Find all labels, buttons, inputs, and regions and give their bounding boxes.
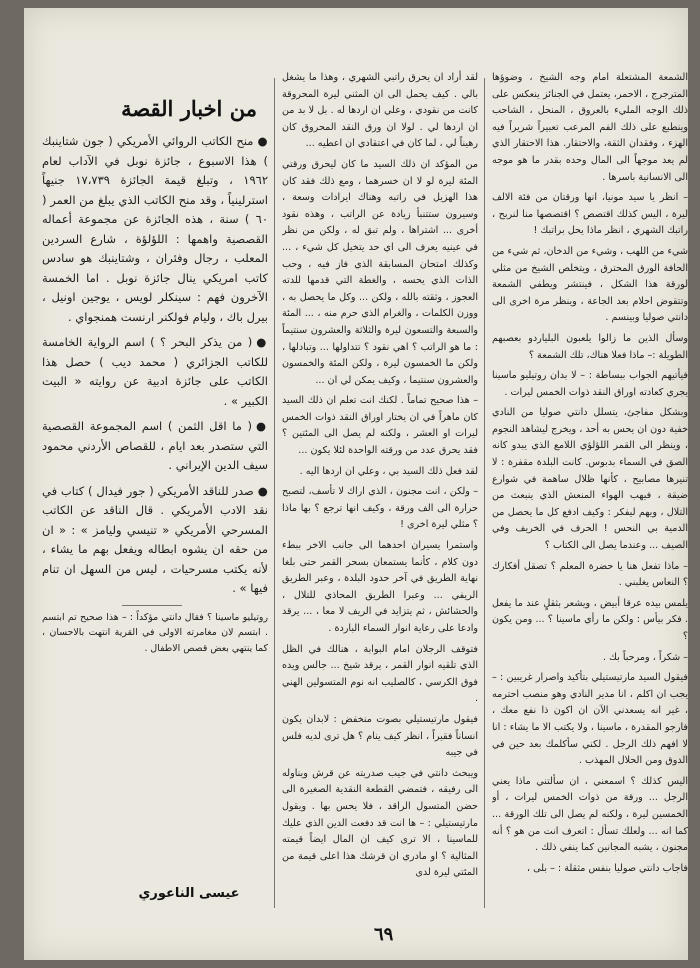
paragraph: فتوقف الرجلان امام البوابة ، هنالك في الظل الذي تلقيه انوار القمر ، يرقد شيخ ... جالس ويده فوق الكرسي ، كالصليب انه نوم المتسولين الهني . xyxy=(282,643,478,705)
story-column-middle xyxy=(282,70,478,912)
paragraph: يلمس بيده عرقا أبيض ، ويشعر بثقلٍ عند ما يفعل . فكر بيأس : ولكن ما رأي ماسينا ؟ ... ومن يكون ؟ xyxy=(492,597,688,642)
paragraph: – ماذا تفعل هنا يا حضرة المعلم ؟ تصقل أفكارك ؟ النعاس يغلبني . xyxy=(492,560,688,589)
news-item: ●صدر للناقد الأمريكي ( جور فيدال ) كتاب في نقد الادب الأمريكي . قال الناقد عن الكاتب المسرحي الأمريكي « تنيسي وليامز » : « ان من حقه ان يشوه ابطاله ويفعل بهم ما يشاء ، لأنه يكتب مسرحيات ، ليس من السهل ان تنام فيها » . xyxy=(42,483,268,595)
news-column xyxy=(42,132,268,882)
author-name: عيسى الناعوري xyxy=(138,886,240,901)
paragraph: – انظر يا سيد مونيا، انها ورقتان من فئة الالف ليرة ، اليس كذلك اقتصص ؟ اقتصصها منا لنربح ، راتبك الشهري ، انظر ماذا يحل براتبك ! xyxy=(492,192,688,237)
paragraph: واستمرا يسيران احدهما الى جانب الاخر ببطء دون كلام ، كأنما يستمعان بسحر القمر حتى بلغا نهاية الطريق في آخر حدود البلدة ، وعبر الطريق الريفي ... وعبرا الطريق المحاذي للتلال ، والحشائش ، ثم يتزايد في الريف لا معا ، ... يرقد وادعا على رعاية انوار السماء الباردة . xyxy=(282,540,478,634)
page-number: ٦٩ xyxy=(374,924,394,945)
paragraph: اليس كذلك ؟ اسمعني ، ان سألتني ماذا يعني الرجل ... ورقة من ذوات الخمس ليرات ، أو الخمسين لیرة ، ولكنه لم يصل الى تلك الورقة ... كما انه ... ولعلك تسأل : اتعرف انت من هو ؟ أنه مجنون ، يشبه المجانين كما ينفي ذلك . xyxy=(492,775,688,854)
divider xyxy=(122,605,182,606)
news-item: ●منح الكاتب الروائي الأمريكي ( جون شتاينبك ) هذا الاسبوع ، جائزة نوبل في الآداب لعام ١٩٦٢ ، وتبلغ قيمة الجائزة ١٧،٧٣٩ جنيهاً استرلينياً ، وقد منح الكاتب الذي يبلغ من العمر ( ٦٠ ) سنة ، هذه الجائزة عن مجموعة أعماله القصصية واهمها : اللؤلؤة ، شارع السردين المعلب ، رجال وفئران ، وشتاينبك هو سادس كاتب امريكي ينال جائزة نوبل . اما الخمسة الآخرون فهم : سينكلر لويس ، يوجين اونيل ، بيرل باك ، وليام فولكنر ارنست همنجواي . xyxy=(42,134,268,324)
news-item: ●( ما اقل الثمن ) اسم المجموعة القصصية التي ستصدر بعد ايام ، للقصاص الأردني محمود سيف الدين الإيراني . xyxy=(42,419,268,472)
paragraph: فيقول مارتيستيلي بصوت منخفض : لابدان يكون انساناً فقيراً ، انظر كيف ينام ؟ هل ترى لديه فلس في جيبه xyxy=(282,713,478,759)
bullet-icon: ● xyxy=(255,419,268,433)
paragraph: ويبحث دانتي في جيب صدريته عن قرش ويناوله الى رفيقه ، فتمضي القطعة النقدية الصغيرة الى حضن المتسول الراقد ، فلا يحس بها . ويقول مارتيستيلي : – ها انت قد دفعت الدين الذي عليك للماسينا ، الا ترى كيف ان المال ايضاً قيمته المثالية ؟ او مادري ان قرشك هذا اعلى قيمة من المئتي ليرة لدى xyxy=(282,767,478,879)
story-column-right xyxy=(492,70,688,912)
news-item: ●( من يذكر البحر ؟ ) اسم الرواية الخامسة للكاتب الجزائري ( محمد ديب ) حصل هذا الكاتب على جائزة ادبية عن روايته « البيت الكبير » . xyxy=(42,335,268,408)
column-rule-left xyxy=(274,78,275,908)
story-ending-footnote: روتيليو ماسينا ؟ فقال دانتي مؤكداً : – هذا صحيح تم ابتسم . ابتسم لان مغامرته الاولى في القرية انتهت بالاحسان ، كما ينتهي بعض قصص الاطفال . xyxy=(42,611,268,654)
paragraph: فيأتيهم الجواب ببساطة : – لا بدان روتيليو ماسينا يجري كعادته اوراق النقد ذوات الخمس ليرات . xyxy=(492,370,688,398)
column-rule-right xyxy=(484,78,485,908)
paragraph: فيقول السيد مارتيستيلي بتأكيد واصرار غريبين : – يجب ان اكلم ، انا مدير النادي وهو منصب احترمه ، غير انه يسعدني الآن ان اكون ذا نفع معك ، فارجو المقدرة ، ماسينا ، ولا يكتب الا ما يشاء : انا لا افهم ذلك الرجل . لكني سأكلمك بعد حين في الدوق ومن الحلال المهذب . xyxy=(492,672,688,767)
paragraph: – ولكن ، انت مجنون ، الذي اراك لا تأسف، لتصبح حرارة الى الف ورقة ، وكيف انها ترجع ؟ بها ماذا ؟ مثلي ليرة اخرى ! xyxy=(282,486,478,531)
paragraph: فاجاب دانتي صوليا بنفس مثقلة : – بلى ، xyxy=(527,862,688,874)
bullet-icon: ● xyxy=(257,134,268,148)
bullet-icon: ● xyxy=(256,335,268,349)
paragraph: لقد أراد ان يحرق راتبي الشهري ، وهذا ما يشغل بالي . كيف يحمل الى ان المثني ليرة المحروقة كانت من نقودي ، وعلي ان اردها له . بل لا بد من ان اردها لي . لولا ان ورق النقد المحروق كان رهيناً لي ، لما كان في اعتقادي ان اعطيه ... xyxy=(282,72,478,150)
paragraph: لقد فعل ذلك السيد بي ، وعلي ان اردها اليه . xyxy=(299,465,478,477)
magazine-page xyxy=(24,8,688,960)
paragraph: – شكراً ، ومرحباً بك . xyxy=(602,651,688,663)
paragraph: وسأل الذين ما زالوا يلعبون البلياردو بعصبهم الطويلة :– ماذا فعلا هناك، تلك الشمعة ؟ xyxy=(492,332,688,361)
paragraph: وبشكل مفاجئ، يتسلل دانتي صوليا من النادي خفية دون ان يحس به أحد ، ويخرج ليشاهد النجوم ، وينظر الى القمر اللؤلؤي اللامع الذي يبدو كانه الصق في السماء بدبوس. كانت البلدة مقفرة : لا تنيرها مصابيح ، كأنها ظلال ساهمة في شوارع ضيقة ، فيهب الهواء المنعش الذي ينبعث من التلال ، ويهم ليفكر : وكيف ادفع كل ما يحصل من الدمية بي النحس ! الحرف في الخريف وفي الصيف ... وعندما يصل الى الكتاب ؟ xyxy=(492,407,688,552)
news-section-title: من اخبار القصة xyxy=(121,96,257,121)
paragraph: الشمعة المشتعلة امام وجه الشيخ ، وضوؤها المترجرج ، الاحمر، يعتمل في الجنائز ينعكس على ذلك الوجه المليء بالعروق ، المنحل ، الشاحب وينطبع على ذلك الفم المرعب تعبيراً شريراً فيه الهزء ، وفقدان الثقة، والاحتقار. هذا الاحتقار الذي لم يعد موجهاً الى المال وحده بقدر ما هو موجه الى الانسانية باسرها . xyxy=(492,72,688,183)
paragraph: – هذا صحيح تماماً . لكنك انت تعلم ان ذلك السيد كان ماهراً في ان يختار اوراق النقد ذوات الخمس ليرات او العشر ، ولكنه لم يصل الى المئتين ؟ فقد يحرق عدد من ورقته الواحدة لئلا يكون ... xyxy=(282,395,478,457)
bullet-icon: ● xyxy=(257,483,268,498)
paragraph: من المؤكد ان ذلك السيد ما كان ليحرق ورقتي المئة ليرة لو لا ان خسرهما ، ومع ذلك فقد كان هذا الهزيل في راتبه وهناك ايرادات وسعة ، وسيرون ستتنبأ زيادة عن الراتب ، وهذه نقود أخرى ... اشتراها ، ولم تبق له ، ولكن من نظر في عينيه يعرف الى اي حد يتخيل كل شيء ، ... وكذلك امتحان المسابقة الذي فاز فيه ، وحب الذات الذي يحسه ، والغطة التي قدمها للدته العجوز ، وثقته بالله ، ولكن ... وكل ما يحصل به ، ووزن الكلمات ، والغرام الذي حرم منه ، ... المئة والسبعة والتسعون ليرة والثلاثة والعشرون سنتيماً : ما هو الراتب ؟ اهي نقود ؟ تتداولها ... وتبادلها ، ولكن ما الخمسون ليرة ، ولكن المئة والخمسون والعشرون سنتيما ، وكيف يمكن لي ان ... xyxy=(282,158,478,386)
paragraph: شيء من اللهب ، وشيء من الدخان، ثم شيء من الحافة الورق المحترق ، ويتخلص الشيخ من مثلي لورقة هذا الشكل ، فينتشر ويطفي الشمعة وتتقوض احلام بعد الجاعة ، وينظر مرة اخرى الى دانتي صوليا وبينسم . xyxy=(492,245,688,324)
